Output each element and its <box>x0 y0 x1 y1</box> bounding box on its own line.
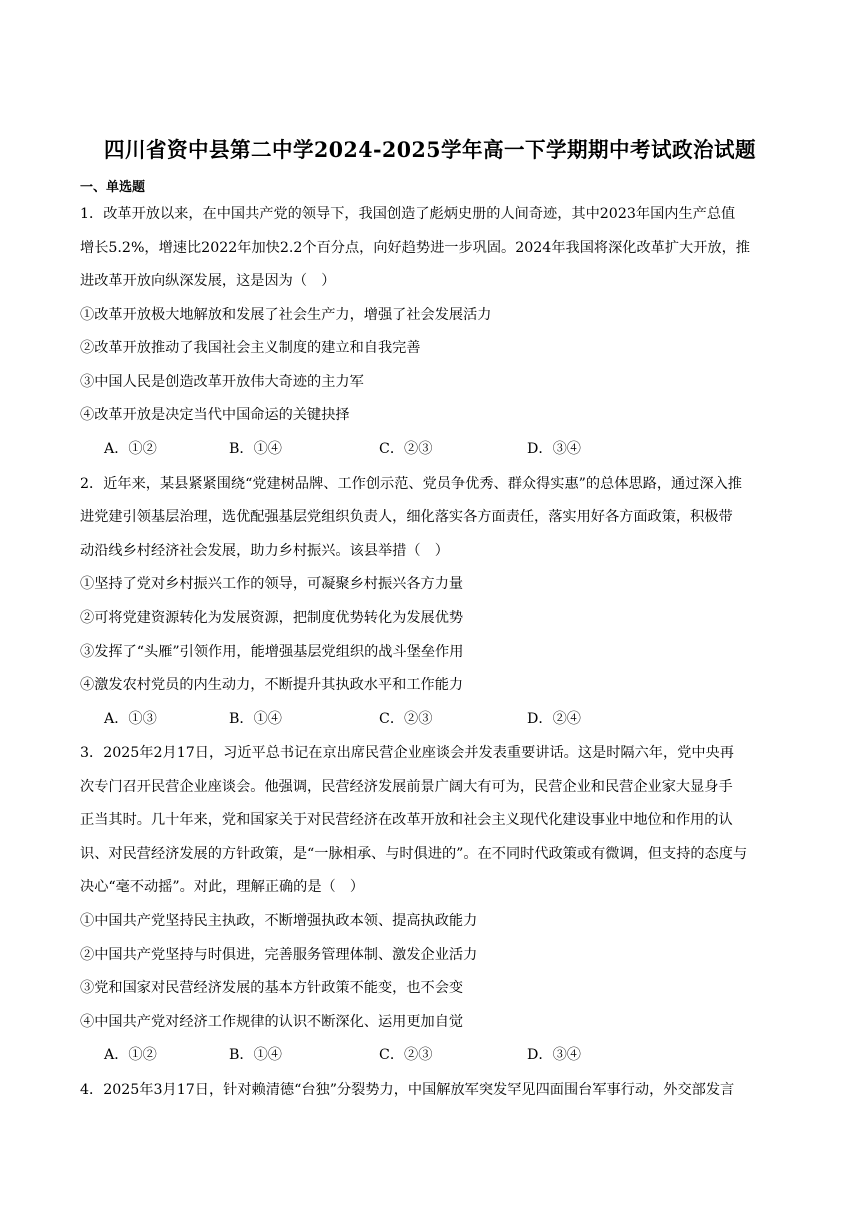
option-a[interactable]: A．①③ <box>104 711 157 727</box>
question-3-stem-line-5: 决心“毫不动摇”。对此，理解正确的是（ ） <box>80 879 365 895</box>
question-3-stem-line-1: 3．2025年2月17日，习近平总书记在京出席民营企业座谈会并发表重要讲话。这是时隔六年，党中央再 <box>80 745 734 761</box>
question-3-item-2: ②中国共产党坚持与时俱进，完善服务管理体制、激发企业活力 <box>80 947 478 963</box>
question-1-item-3: ③中国人民是创造改革开放伟大奇迹的主力军 <box>80 374 364 390</box>
question-1-item-4: ④改革开放是决定当代中国命运的关键抉择 <box>80 407 350 423</box>
question-4-stem-line-1: 4．2025年3月17日，针对赖清德“台独”分裂势力，中国解放军突发罕见四面围台军事行动，外交部发言 <box>80 1082 735 1098</box>
option-b[interactable]: B．①④ <box>229 441 282 457</box>
document-title: 四川省资中县第二中学2024-2025学年高一下学期期中考试政治试题 <box>103 137 757 162</box>
question-3-item-3: ③党和国家对民营经济发展的基本方针政策不能变，也不会变 <box>80 980 464 996</box>
question-3-stem-line-4: 识、对民营经济发展的方针政策，是“一脉相承、与时俱进的”。在不同时代政策或有微调，但支持的态度与 <box>80 846 748 862</box>
option-c[interactable]: C．②③ <box>379 711 433 727</box>
section-heading: 一、单选题 <box>80 180 146 195</box>
question-3-item-4: ④中国共产党对经济工作规律的认识不断深化、运用更加自觉 <box>80 1014 464 1030</box>
question-1-stem-line-1: 1．改革开放以来，在中国共产党的领导下，我国创造了彪炳史册的人间奇迹，其中2023年国内生产总值 <box>80 206 736 222</box>
option-d[interactable]: D．③④ <box>527 441 581 457</box>
option-c[interactable]: C．②③ <box>379 1047 433 1063</box>
question-3-stem-line-3: 正当其时。几十年来，党和国家关于对民营经济在改革开放和社会主义现代化建设事业中地位和作用的认 <box>80 812 733 828</box>
option-c[interactable]: C．②③ <box>379 441 433 457</box>
question-1-item-1: ①改革开放极大地解放和发展了社会生产力，增强了社会发展活力 <box>80 307 492 323</box>
option-a[interactable]: A．①② <box>104 441 157 457</box>
question-3-stem-line-2: 次专门召开民营企业座谈会。他强调，民营经济发展前景广阔大有可为，民营企业和民营企业家大显身手 <box>80 779 733 795</box>
question-2-item-1: ①坚持了党对乡村振兴工作的领导，可凝聚乡村振兴各方力量 <box>80 576 464 592</box>
question-1-stem-line-3: 进改革开放向纵深发展，这是因为（ ） <box>80 273 336 289</box>
question-1-item-2: ②改革开放推动了我国社会主义制度的建立和自我完善 <box>80 340 421 356</box>
question-2-item-3: ③发挥了“头雁”引领作用，能增强基层党组织的战斗堡垒作用 <box>80 644 464 660</box>
option-a[interactable]: A．①② <box>104 1047 157 1063</box>
option-d[interactable]: D．②④ <box>527 711 581 727</box>
question-1-stem-line-2: 增长5.2%，增速比2022年加快2.2个百分点，向好趋势进一步巩固。2024年我国将深化改革扩大开放，推 <box>80 240 750 256</box>
option-b[interactable]: B．①④ <box>229 711 282 727</box>
question-2-item-2: ②可将党建资源转化为发展资源，把制度优势转化为发展优势 <box>80 610 464 626</box>
option-d[interactable]: D．③④ <box>527 1047 581 1063</box>
question-2-item-4: ④激发农村党员的内生动力，不断提升其执政水平和工作能力 <box>80 677 464 693</box>
question-2-stem-line-1: 2．近年来，某县紧紧围绕“党建树品牌、工作创示范、党员争优秀、群众得实惠”的总体思路，通过深入推 <box>80 476 742 492</box>
question-2-stem-line-3: 动沿线乡村经济社会发展，助力乡村振兴。该县举措（ ） <box>80 543 449 559</box>
question-3-item-1: ①中国共产党坚持民主执政，不断增强执政本领、提高执政能力 <box>80 913 478 929</box>
question-2-stem-line-2: 进党建引领基层治理，选优配强基层党组织负责人，细化落实各方面责任，落实用好各方面政策，积极带 <box>80 509 733 525</box>
option-b[interactable]: B．①④ <box>229 1047 282 1063</box>
